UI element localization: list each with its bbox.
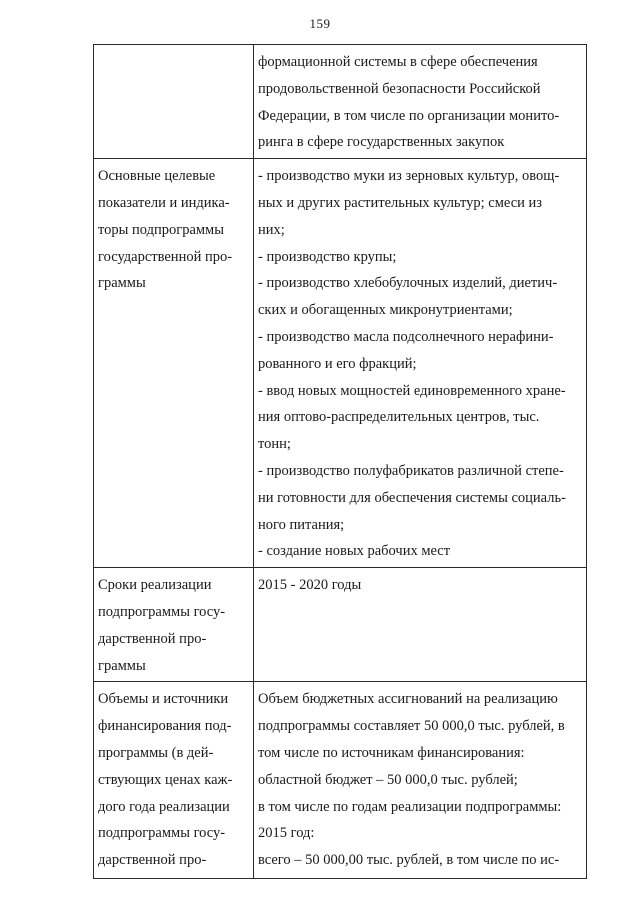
label-line: программы (в дей- [98,744,214,761]
value-line: областной бюджет – 50 000,0 тыс. рублей; [258,771,518,788]
value-line: Объем бюджетных ассигнований на реализацию [258,691,558,708]
value-line: - производство полуфабрикатов различной степе- [258,462,564,479]
label-line: дарственной про- [98,852,207,869]
value-line: подпрограммы составляет 50 000,0 тыс. рублей, в [258,718,565,735]
row-label-cell [94,159,254,568]
value-line: 2015 - 2020 годы [258,577,362,594]
table-row [94,682,587,879]
value-line: том числе по источникам финансирования: [258,744,525,761]
value-line: 2015 год: [258,825,315,842]
label-line: граммы [98,657,146,674]
label-line: Сроки реализации [98,577,212,594]
value-line: ного питания; [258,516,345,533]
value-line: - производство крупы; [258,248,397,265]
table-row [94,159,587,568]
value-line: ринга в сфере государственных закупок [258,134,505,151]
value-line: рованного и его фракций; [258,355,417,372]
label-line: ствующих ценах каж- [98,771,233,788]
row-value-cell [254,159,587,568]
table-row [94,45,587,159]
value-line: - ввод новых мощностей единовременного хране- [258,382,566,399]
value-line: - производство хлебобулочных изделий, диетич- [258,275,558,292]
value-line: - создание новых рабочих мест [258,543,451,560]
page-number: 159 [309,16,331,31]
label-line: подпрограммы госу- [98,825,226,842]
passport-table [93,44,587,879]
label-line: Основные целевые [98,168,216,185]
value-line: Федерации, в том числе по организации монито- [258,107,560,124]
value-line: формационной системы в сфере обеспечения [258,54,538,70]
row-label-cell [94,45,254,159]
label-line: показатели и индика- [98,194,230,211]
value-line: продовольственной безопасности Российской [258,80,541,97]
label-line: дого года реализации [98,798,230,815]
row-value-cell [254,568,587,682]
table-row [94,568,587,682]
value-line: ских и обогащенных микронутриентами; [258,302,513,319]
row-value-cell [254,682,587,879]
row-label-cell [94,568,254,682]
value-line: них; [258,221,285,238]
label-line: торы подпрограммы [98,221,224,238]
label-line: дарственной про- [98,630,207,647]
value-line: тонн; [258,436,291,453]
row-value-cell [254,45,587,159]
value-line: в том числе по годам реализации подпрограммы: [258,798,562,815]
label-line: государственной про- [98,248,233,265]
value-line: ни готовности для обеспечения системы социаль- [258,489,566,506]
value-line: ния оптово-распределительных центров, тыс. [258,409,540,426]
label-line: Объемы и источники [98,691,229,708]
value-line: всего – 50 000,00 тыс. рублей, в том числе по ис- [258,852,560,869]
label-line: граммы [98,275,146,292]
value-line: ных и других растительных культур; смеси из [258,194,543,211]
label-line: подпрограммы госу- [98,603,226,620]
value-line: - производство масла подсолнечного нерафини- [258,328,554,345]
value-line: - производство муки из зерновых культур, овощ- [258,168,560,185]
row-label-cell [94,682,254,879]
label-line: финансирования под- [98,718,232,735]
